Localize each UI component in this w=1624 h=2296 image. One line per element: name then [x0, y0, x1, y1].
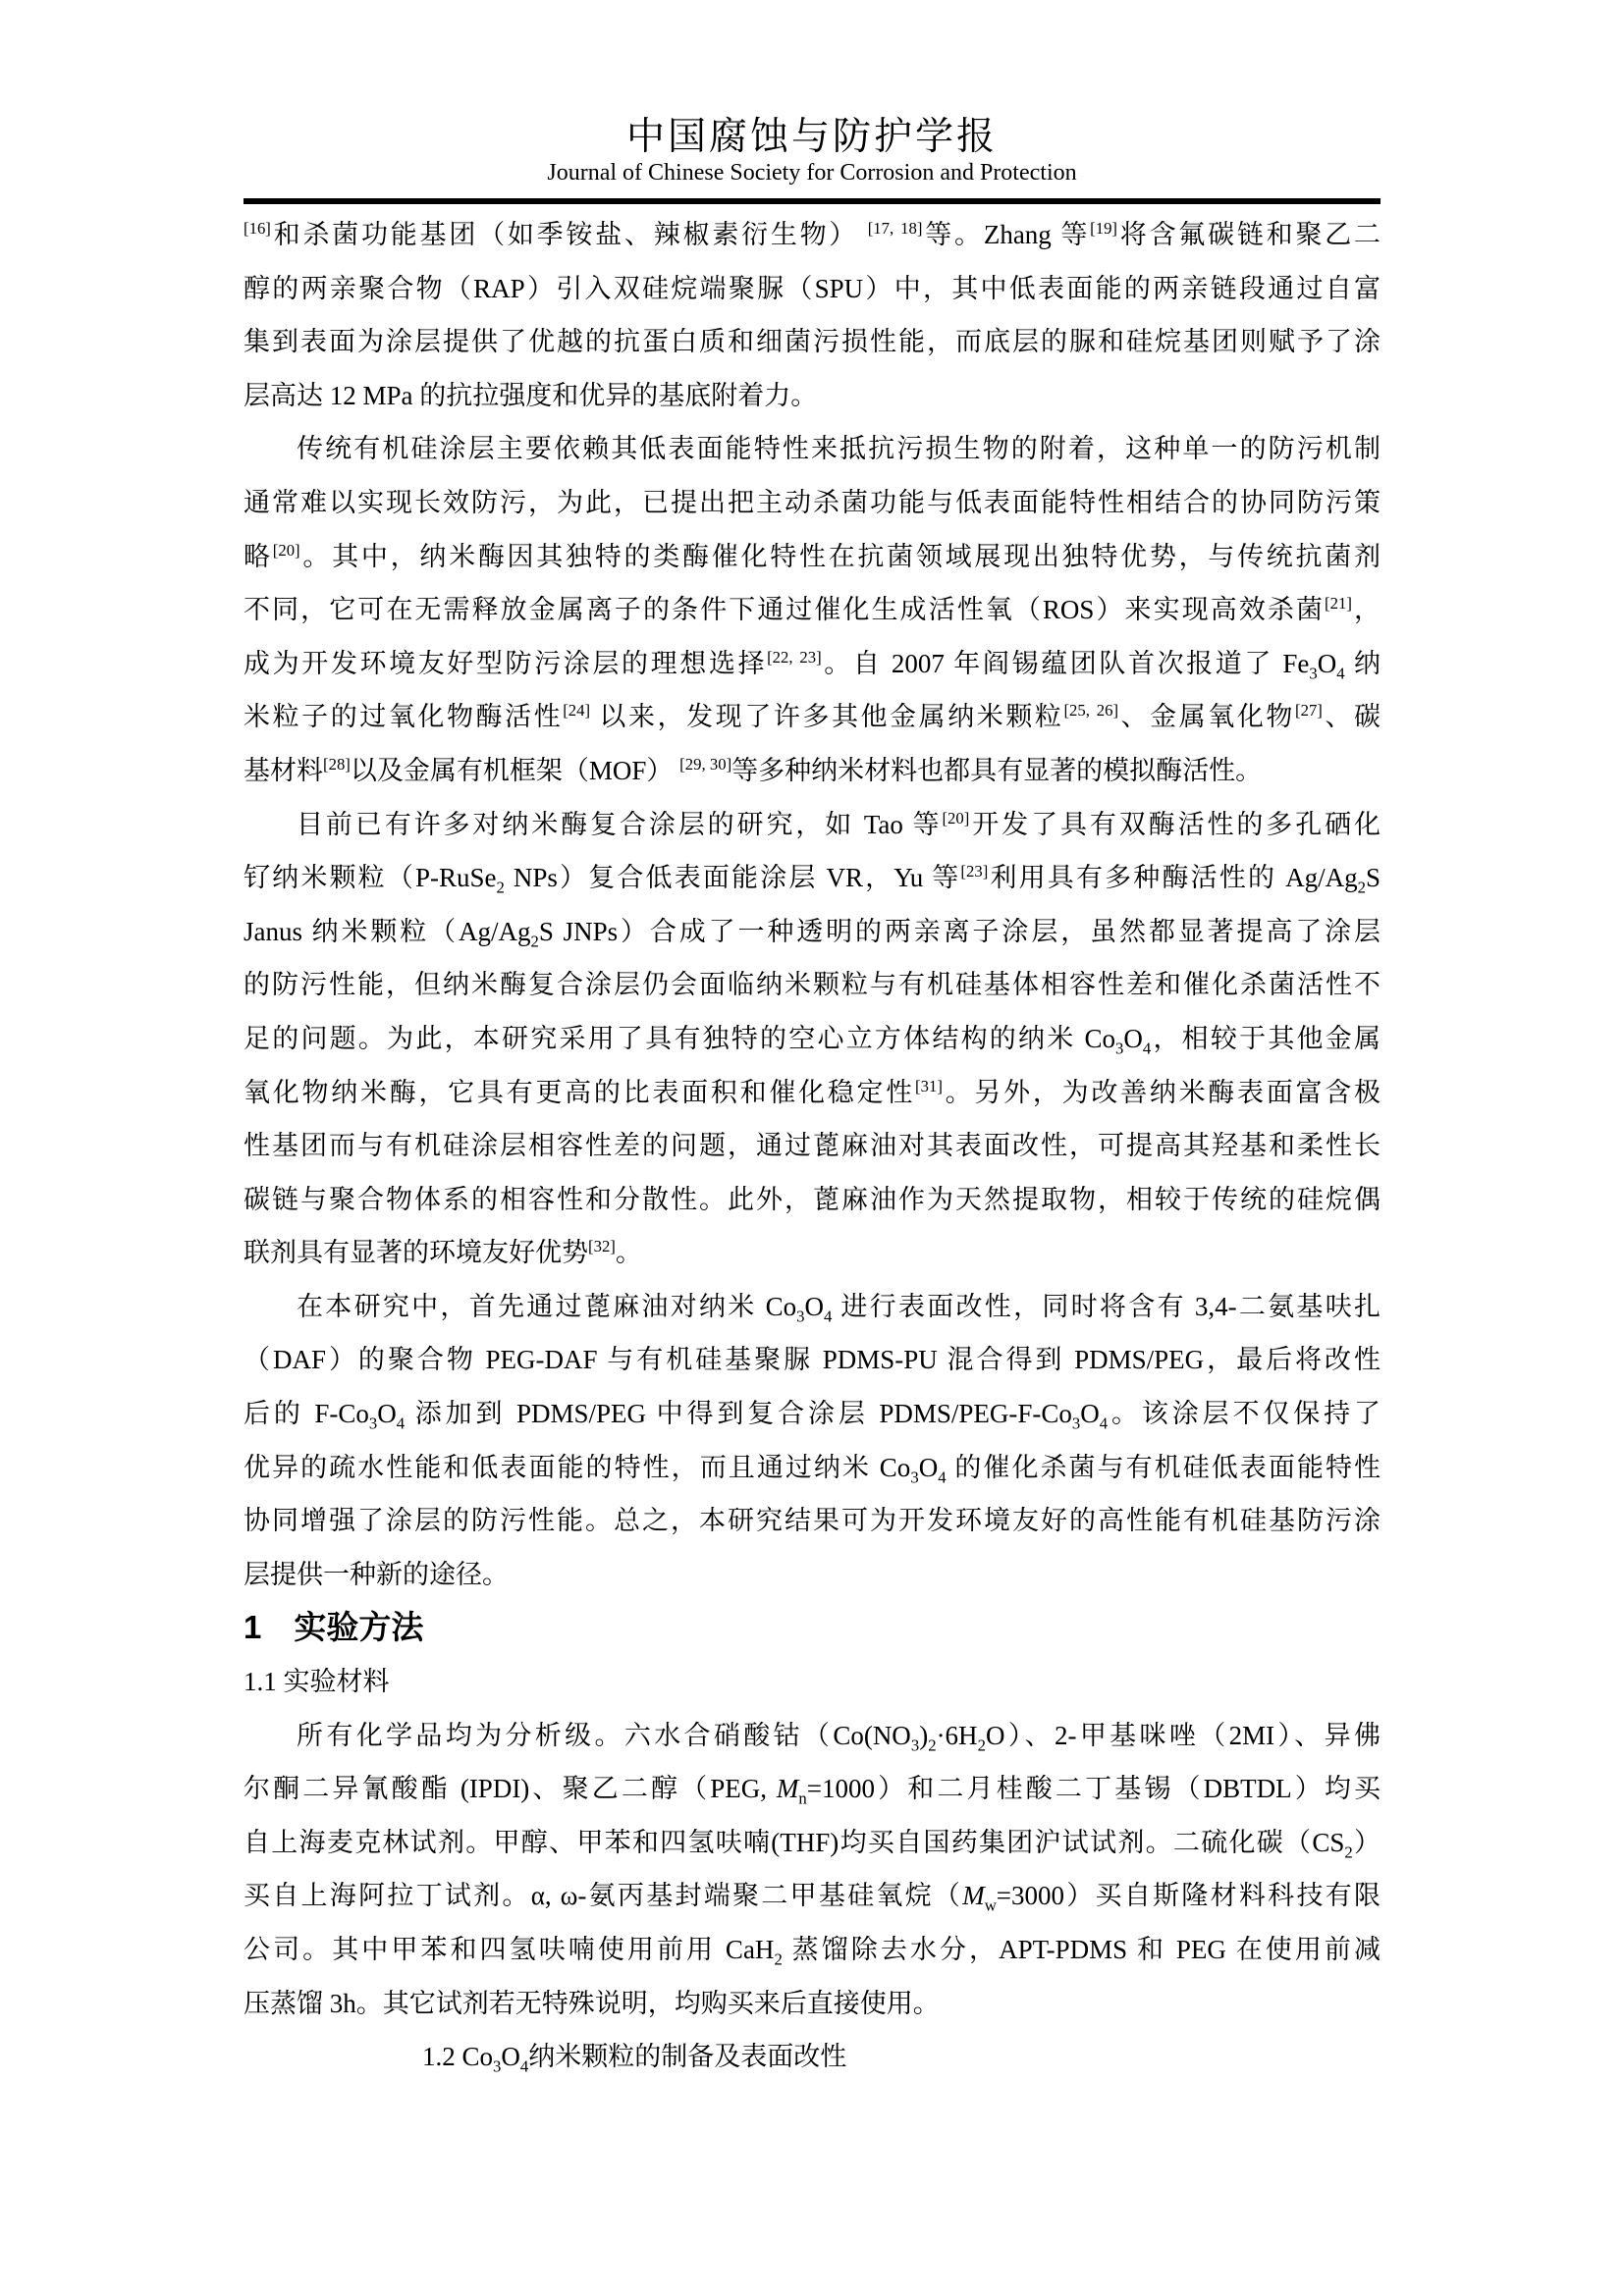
text-line: （DAF）的聚合物 PEG-DAF 与有机硅基聚脲 PDMS-PU 混合得到 PDMS/PEG，最后将改性	[244, 1345, 1380, 1375]
chemical-subscript: 2	[1357, 878, 1366, 897]
chemical-subscript: n	[798, 1789, 807, 1808]
reference-superscript: [28]	[323, 754, 351, 774]
chemical-subscript: 3	[493, 2056, 502, 2076]
text-line: 性基团而与有机硅涂层相容性差的问题，通过蓖麻油对其表面改性，可提高其羟基和柔性长	[244, 1131, 1380, 1161]
header-rule	[244, 198, 1380, 204]
chemical-subscript: 4	[519, 2056, 529, 2076]
chemical-subscript: 2	[774, 1949, 783, 1969]
text-line: 通常难以实现长效防污，为此，已提出把主动杀菌功能与低表面能特性相结合的协同防污策	[244, 487, 1380, 517]
article-body	[244, 208, 1380, 2084]
text-line: 联剂具有显著的环境友好优势[32]。	[244, 1237, 642, 1268]
text-line: 后的 $F-Co_3O_4$ 添加到 PDMS/PEG 中得到复合涂层 PDMS/$PEG-F-Co_3O_4$。该涂层不仅保持了	[244, 1399, 1380, 1433]
text-line: 优异的疏水性能和低表面能的特性，而且通过纳米 $Co_3O_4$ 的催化杀菌与有机硅低表面能特性	[244, 1452, 1380, 1487]
text-line: 钌纳米颗粒（P-RuSe$_2$ NPs）复合低表面能涂层 VR，Yu 等[23]利用具有多种酶活性的 $Ag/Ag_2S$	[244, 862, 1380, 897]
chemical-subscript: 3	[910, 1735, 920, 1755]
chemical-subscript: 2	[977, 1735, 986, 1755]
text-line: 传统有机硅涂层主要依赖其低表面能特性来抵抗污损生物的附着，这种单一的防污机制	[297, 434, 1380, 464]
text-line: 目前已有许多对纳米酶复合涂层的研究，如 Tao 等[20]开发了具有双酶活性的多孔硒化	[297, 808, 1381, 839]
italic-symbol: M	[776, 1774, 799, 1804]
text-line: 买自上海阿拉丁试剂。α, ω-氨丙基封端聚二甲基硅氧烷$(M_w=3000)$买自斯隆材料科技有限	[244, 1881, 1380, 1915]
reference-superscript: [22, 23]	[767, 647, 822, 667]
text-line: 公司。其中甲苯和四氢呋喃使用前用 CaH$_2$ 蒸馏除去水分，APT-PDMS 和 PEG 在使用前减	[244, 1935, 1380, 1969]
reference-superscript: [29, 30]	[679, 754, 732, 774]
text-line: 协同增强了涂层的防污性能。总之，本研究结果可为开发环境友好的高性能有机硅基防污涂	[244, 1506, 1380, 1536]
chemical-subscript: 2	[530, 932, 539, 951]
journal-title-chinese: 中国腐蚀与防护学报	[625, 116, 998, 158]
subsection-heading-materials: 1.1 实验材料	[244, 1667, 390, 1697]
reference-superscript: [20]	[272, 540, 300, 560]
section-heading-experimental-methods: 1 实验方法	[244, 1609, 424, 1646]
text-line: 的防污性能，但纳米酶复合涂层仍会面临纳米颗粒与有机硅基体相容性差和催化杀菌活性不	[244, 970, 1380, 1000]
chemical-subscript: 3	[796, 1307, 805, 1326]
chemical-subscript: 3	[368, 1414, 378, 1433]
chemical-subscript: 4	[823, 1307, 833, 1326]
reference-superscript: [17, 18]	[867, 219, 923, 238]
text-line: 米粒子的过氧化物酶活性[24] 以来，发现了许多其他金属纳米颗粒[25, 26]、金属氧化物[27]、碳	[244, 701, 1381, 732]
reference-superscript: [19]	[1090, 219, 1118, 238]
text-line: 醇的两亲聚合物（RAP）引入双硅烷端聚脲（SPU）中，其中低表面能的两亲链段通过自富	[244, 273, 1380, 303]
text-line: 成为开发环境友好型防污涂层的理想选择[22, 23]。自 2007 年阎锡蕴团队首次报道了 $Fe_3O_4$ 纳	[244, 647, 1381, 683]
reference-superscript: [20]	[942, 808, 970, 828]
text-line: 压蒸馏 3h。其它试剂若无特殊说明，均购买来后直接使用。	[244, 1988, 940, 2018]
chemical-subscript: 3	[1309, 664, 1318, 683]
reference-superscript: [27]	[1295, 701, 1323, 721]
text-line: 集到表面为涂层提供了优越的抗蛋白质和细菌污损性能，而底层的脲和硅烷基团则赋予了涂	[244, 327, 1380, 357]
text-line: 略[20]。其中，纳米酶因其独特的类酶催化特性在抗菌领域展现出独特优势，与传统抗菌剂	[244, 540, 1381, 571]
text-line: 碳链与聚合物体系的相容性和分散性。此外，蓖麻油作为天然提取物，相较于传统的硅烷偶	[244, 1184, 1380, 1214]
chemical-subscript: 2	[496, 878, 505, 897]
chemical-subscript: 3	[1114, 1039, 1124, 1058]
text-line: 自上海麦克林试剂。甲醇、甲苯和四氢呋喃(THF)均买自国药集团沪试试剂。二硫化碳$(CS_2)$	[244, 1827, 1380, 1862]
text-line: 所有化学品均为分析级。六水合硝酸钴$(Co(NO_3)_2\cdot 6H_2O)$、2-甲基咪唑（2MI）、异佛	[297, 1720, 1380, 1755]
chemical-subscript: 4	[1142, 1039, 1152, 1058]
reference-superscript: [16]	[244, 219, 271, 238]
text-line: 层提供一种新的途径。	[244, 1559, 509, 1589]
chemical-subscript: 4	[938, 1468, 947, 1487]
reference-superscript: [23]	[960, 862, 989, 881]
text-line: Janus 纳米颗粒（$Ag/Ag_2S$ JNPs）合成了一种透明的两亲离子涂层，虽然都显著提高了涂层	[244, 916, 1381, 951]
chemical-subscript: 4	[396, 1414, 406, 1433]
chemical-subscript: 3	[1071, 1414, 1081, 1433]
text-line: 层高达 12 MPa 的抗拉强度和优异的基底附着力。	[244, 380, 818, 410]
text-line: 在本研究中，首先通过蓖麻油对纳米 $Co_3O_4$ 进行表面改性，同时将含有 3,4-二氨基呋扎	[297, 1291, 1380, 1326]
reference-superscript: [31]	[915, 1076, 943, 1095]
chemical-subscript: w	[984, 1896, 997, 1915]
text-line: [16]和杀菌功能基团（如季铵盐、辣椒素衍生物） [17, 18]等。Zhang 等[19]将含氟碳链和聚乙二	[244, 219, 1381, 249]
reference-superscript: [24]	[563, 701, 591, 721]
chemical-subscript: 4	[1336, 664, 1345, 683]
chemical-subscript: 2	[928, 1735, 937, 1755]
journal-title-english: Journal of Chinese Society for Corrosion and Protection	[547, 160, 1077, 186]
text-line: 基材料[28]以及金属有机框架（MOF） [29, 30]等多种纳米材料也都具有显著的模拟酶活性。	[244, 754, 1263, 785]
text-line: 足的问题。为此，本研究采用了具有独特的空心立方体结构的纳米 $Co_3O_4$，相较于其他金属	[244, 1023, 1381, 1058]
chemical-subscript: 4	[1099, 1414, 1109, 1433]
text-line: 不同，它可在无需释放金属离子的条件下通过催化生成活性氧（ROS）来实现高效杀菌[21]，	[244, 594, 1381, 625]
chemical-subscript: 3	[910, 1468, 919, 1487]
text-line: 尔酮二异氰酸酯 (IPDI)、聚乙二醇（PEG, $M_n=1000$）和二月桂酸二丁基锡（DBTDL）均买	[244, 1774, 1380, 1808]
chemical-subscript: 2	[1344, 1842, 1353, 1862]
italic-symbol: M	[962, 1881, 985, 1911]
reference-superscript: [25, 26]	[1063, 701, 1119, 721]
reference-superscript: [32]	[588, 1237, 616, 1256]
reference-superscript: [21]	[1325, 594, 1352, 614]
text-line: 氧化物纳米酶，它具有更高的比表面积和催化稳定性[31]。另外，为改善纳米酶表面富含极	[244, 1076, 1381, 1107]
subsection-heading-co3o4-preparation: 1.2 $Co_3O_4$纳米颗粒的制备及表面改性	[422, 2042, 847, 2076]
